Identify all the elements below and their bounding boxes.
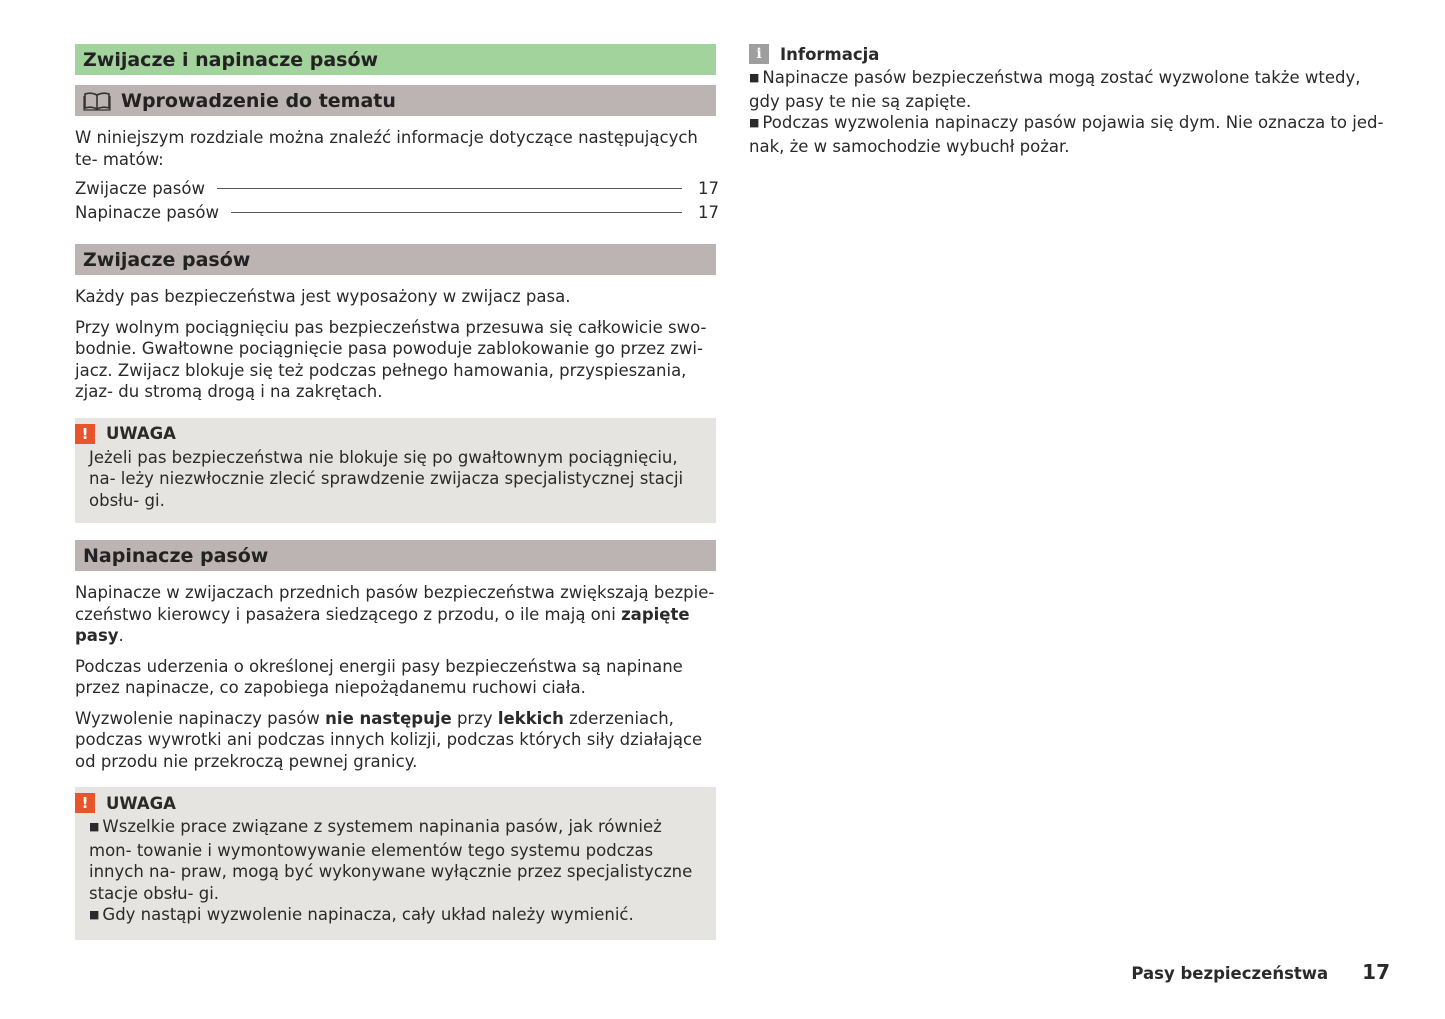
toc-label: Zwijacze pasów: [75, 179, 205, 198]
retractors-heading: [75, 244, 716, 275]
toc-page: 17: [698, 179, 719, 198]
toc-label: Napinacze pasów: [75, 203, 219, 222]
toc: [75, 179, 719, 227]
bold-span: zapięte pasy: [75, 604, 690, 645]
warning-box: [75, 418, 716, 524]
bullet-icon: ■: [749, 116, 760, 129]
book-icon: [83, 91, 111, 111]
bullet-icon: ■: [89, 908, 100, 921]
chapter-title-text: Zwijacze i napinacze pasów: [83, 48, 379, 71]
warning-icon: !: [75, 424, 95, 444]
warning-icon: !: [75, 793, 95, 813]
warning-item-text: Gdy nastąpi wyzwolenie napinacza, cały układ należy wymienić.: [102, 905, 634, 924]
text-span: zderzeniach, podczas wywrotki ani podczas innych kolizji, podczas których siły działające od przodu nie przekroczą pewnej granicy.: [75, 708, 703, 771]
info-item-text: Podczas wyzwolenia napinaczy pasów pojawia się dym. Nie oznacza to jed- nak, że w samochodzie wybuchł pożar.: [749, 113, 1384, 156]
page-number: 17: [1362, 960, 1390, 984]
pretensioners-p2: Podczas uderzenia o określonej energii pasy bezpieczeństwa są napinane przez napinacze, co zapobiega niepożądanemu ruchowi ciała.: [75, 656, 683, 697]
intro-heading: [75, 85, 716, 116]
warning-title: UWAGA: [106, 793, 176, 813]
chapter-title: [75, 44, 716, 75]
text-span: .: [118, 626, 124, 645]
bold-span: nie następuje: [325, 708, 452, 728]
bullet-icon: ■: [749, 71, 760, 84]
pretensioners-heading-text: Napinacze pasów: [83, 544, 269, 567]
warning-item: [89, 904, 706, 928]
bullet-icon: ■: [89, 820, 100, 833]
toc-leader: [231, 212, 682, 213]
info-item-text: Napinacze pasów bezpieczeństwa mogą zostać wyzwolone także wtedy, gdy pasy te nie są zapięte.: [749, 68, 1361, 111]
warning-item-text: Wszelkie prace związane z systemem napinania pasów, jak również mon- towanie i wymontowywanie elementów tego systemu podczas innych na- praw, mogą być wykonywane wyłącznie przez specjalistyczne stacje obsłu- gi.: [89, 817, 693, 903]
footer-section-title: Pasy bezpieczeństwa: [1131, 964, 1329, 983]
right-column: [749, 44, 1394, 157]
toc-row[interactable]: [75, 203, 719, 227]
info-item: [749, 112, 1394, 157]
intro-heading-text: Wprowadzenie do tematu: [121, 89, 396, 112]
pretensioners-p3: [75, 708, 716, 773]
text-span: przy: [451, 708, 498, 728]
toc-page: 17: [698, 203, 719, 222]
pretensioners-p1: [75, 582, 716, 647]
retractors-p1: Każdy pas bezpieczeństwa jest wyposażony w zwijacz pasa.: [75, 287, 571, 306]
pretensioners-heading: [75, 540, 716, 571]
warning-header: [75, 793, 706, 813]
toc-row[interactable]: [75, 179, 719, 203]
info-title: Informacja: [780, 44, 880, 64]
retractors-p2: Przy wolnym pociągnięciu pas bezpieczeństwa przesuwa się całkowicie swo- bodnie. Gwałtowne pociągnięcie pasa powoduje zablokowanie go przez zwi- jacz. Zwijacz blokuje się też podczas pełnego hamowania, przyspieszania, zjaz- du stromą drogą i na zakrętach.: [75, 317, 707, 401]
intro-text: W niniejszym rozdziale można znaleźć informacje dotyczące następujących te- matów:: [75, 128, 698, 169]
info-icon: i: [749, 44, 769, 64]
left-column: [75, 44, 719, 940]
warning-text: Jeżeli pas bezpieczeństwa nie blokuje się po gwałtownym pociągnięciu, na- leży niezwłocznie zlecić sprawdzenie zwijacza specjalistycznej stacji obsłu- gi.: [89, 447, 684, 510]
warning-box: [75, 787, 716, 940]
warning-title: UWAGA: [106, 424, 176, 443]
info-item: [749, 67, 1394, 112]
warning-header: [75, 424, 706, 444]
text-span: Wyzwolenie napinaczy pasów: [75, 708, 326, 728]
warning-item: [89, 816, 706, 904]
bold-span: lekkich: [497, 708, 564, 728]
retractors-heading-text: Zwijacze pasów: [83, 248, 251, 271]
info-header: [749, 44, 1394, 64]
toc-leader: [217, 188, 682, 189]
text-span: Napinacze w zwijaczach przednich pasów bezpieczeństwa zwiększają bezpie- czeństwo kierowcy i pasażera siedzącego z przodu, o ile mają oni: [75, 583, 715, 624]
page-footer: [1131, 960, 1390, 984]
